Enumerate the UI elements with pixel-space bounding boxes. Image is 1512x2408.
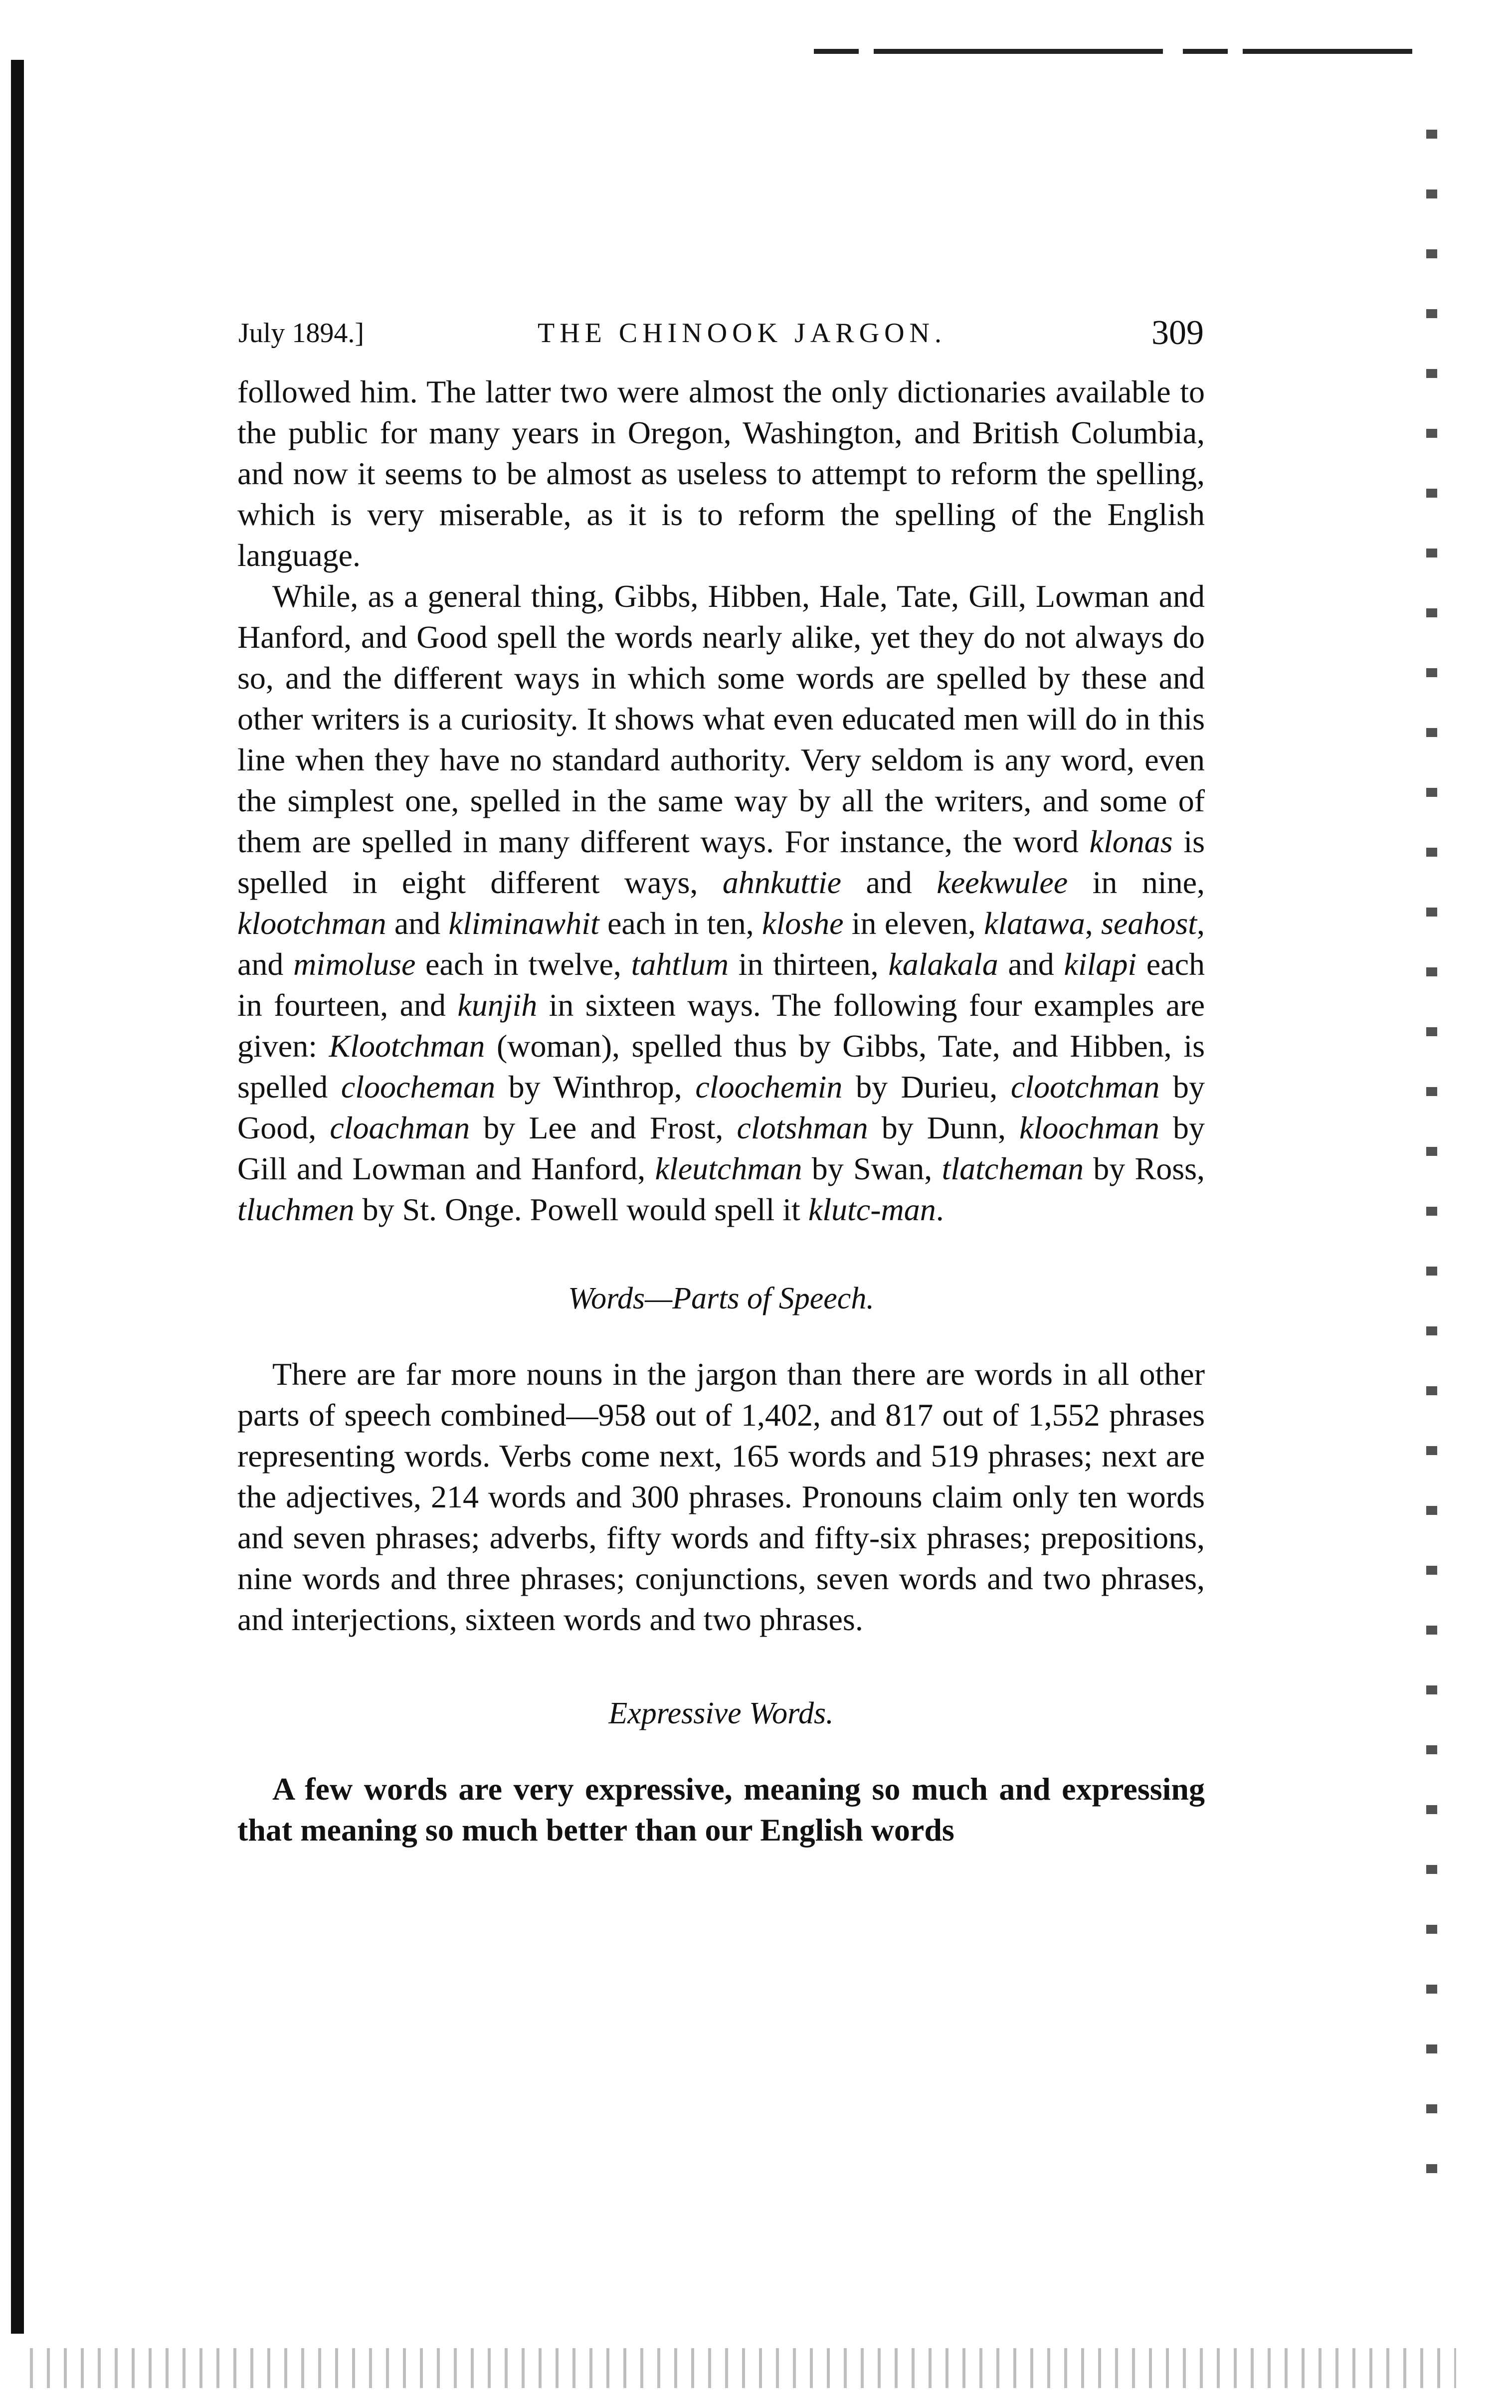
text-run: by Dunn, <box>868 1110 1020 1145</box>
italic-word: klonas <box>1089 824 1173 859</box>
italic-word: Klootchman <box>329 1028 485 1064</box>
italic-word: kleutchman <box>655 1151 802 1186</box>
text-run: , and <box>237 906 1205 982</box>
italic-word: kliminawhit <box>448 906 599 941</box>
text-run: by St. Onge. Powell would spell it <box>354 1192 808 1227</box>
scan-top-rule <box>814 49 1412 54</box>
paragraph-1: followed him. The latter two were almost the only dictionaries available to the public for many years in Oregon, Washington, and British Columbia, and now it seems to be almost as useless to attempt to reform the spelling, which is very miserable, as it is to reform the spelling of the English language. <box>237 374 1205 573</box>
text-run: is spelled in eight different ways, <box>237 824 1205 900</box>
page-number: 309 <box>1151 314 1204 352</box>
section-heading-expressive-words: Expressive Words. <box>608 1696 834 1730</box>
paragraph-3: There are far more nouns in the jargon than there are words in all other parts of speech combined—958 out of 1,402, and 817 out of 1,552 phrases representing words. Verbs come next, 165 words and 519 phrases; next are the adjectives, 214 words and 300 phrases. Pronouns claim only ten words and seven phrases; adverbs, fifty words and fifty-six phrases; prepositions, nine words and three phrases; conjunctions, seven words and two phrases, and interjections, sixteen words and two phrases. <box>237 1356 1205 1637</box>
text-run: and <box>841 865 937 900</box>
italic-word: cloachman <box>330 1110 470 1145</box>
italic-word: seahost <box>1101 906 1197 941</box>
text-run: each in twelve, <box>415 946 631 982</box>
text-run: by Winthrop, <box>495 1069 696 1105</box>
paragraph-4: A few words are very expressive, meaning so much and expressing that meaning so much better than our English words <box>237 1771 1205 1848</box>
text-run: in thirteen, <box>729 946 889 982</box>
paragraph-2 <box>237 576 1205 1230</box>
italic-word: tluchmen <box>237 1192 355 1227</box>
text-run: , <box>1085 906 1101 941</box>
italic-word: mimoluse <box>293 946 416 982</box>
italic-word: ahnkuttie <box>722 865 842 900</box>
text-run: by Swan, <box>802 1151 942 1186</box>
italic-word: keekwulee <box>937 865 1068 900</box>
italic-word: tlatcheman <box>942 1151 1084 1186</box>
italic-word: tahtlum <box>631 946 729 982</box>
italic-word: kalakala <box>888 946 998 982</box>
text-run: by Ross, <box>1083 1151 1205 1186</box>
italic-word: cloochemin <box>695 1069 843 1105</box>
italic-word: klatawa <box>984 906 1085 941</box>
running-head <box>238 313 1204 353</box>
text-run: . <box>936 1192 944 1227</box>
text-run: each in fourteen, and <box>237 946 1205 1023</box>
italic-word: kloshe <box>762 906 844 941</box>
italic-word: kunjih <box>457 987 538 1023</box>
scan-bottom-noise <box>30 2348 1456 2388</box>
text-run: by Lee and Frost, <box>470 1110 737 1145</box>
running-head-title: THE CHINOOK JARGON. <box>538 318 946 349</box>
text-run: in sixteen ways. The following four examples are given: <box>237 987 1205 1064</box>
page-body <box>237 371 1205 1851</box>
text-run: by Good, <box>237 1069 1205 1145</box>
section-heading-parts-of-speech: Words—Parts of Speech. <box>568 1282 874 1315</box>
scan-binding-edge <box>11 60 24 2334</box>
text-run: in nine, <box>1068 865 1205 900</box>
italic-word: klootchman <box>237 906 386 941</box>
italic-word: kloochman <box>1019 1110 1159 1145</box>
italic-word: cloocheman <box>341 1069 496 1105</box>
text-run: (woman), spelled thus by Gibbs, Tate, and Hibben, is spelled <box>237 1028 1205 1105</box>
text-run: in eleven, <box>843 906 984 941</box>
text-run: by Durieu, <box>842 1069 1011 1105</box>
scan-right-margin-marks <box>1426 130 1437 2224</box>
italic-word: clotshman <box>737 1110 868 1145</box>
italic-word: kilapi <box>1064 946 1137 982</box>
text-run: and <box>386 906 449 941</box>
running-head-date: July 1894.] <box>238 318 364 349</box>
text-run: and <box>998 946 1064 982</box>
italic-word: clootchman <box>1010 1069 1160 1105</box>
text-run: by Gill and Lowman and Hanford, <box>237 1110 1205 1186</box>
text-run: While, as a general thing, Gibbs, Hibben, Hale, Tate, Gill, Lowman and Hanford, and Good spell the words nearly alike, yet they do not always do so, and the different ways in which some words are spelled by these and other writers is a curiosity. It shows what even educated men will do in this line when they have no standard authority. Very seldom is any word, even the simplest one, spelled in the same way by all the writers, and some of them are spelled in many different ways. For instance, the word <box>237 578 1205 859</box>
italic-word: klutc-man <box>808 1192 936 1227</box>
text-run: each in ten, <box>599 906 762 941</box>
